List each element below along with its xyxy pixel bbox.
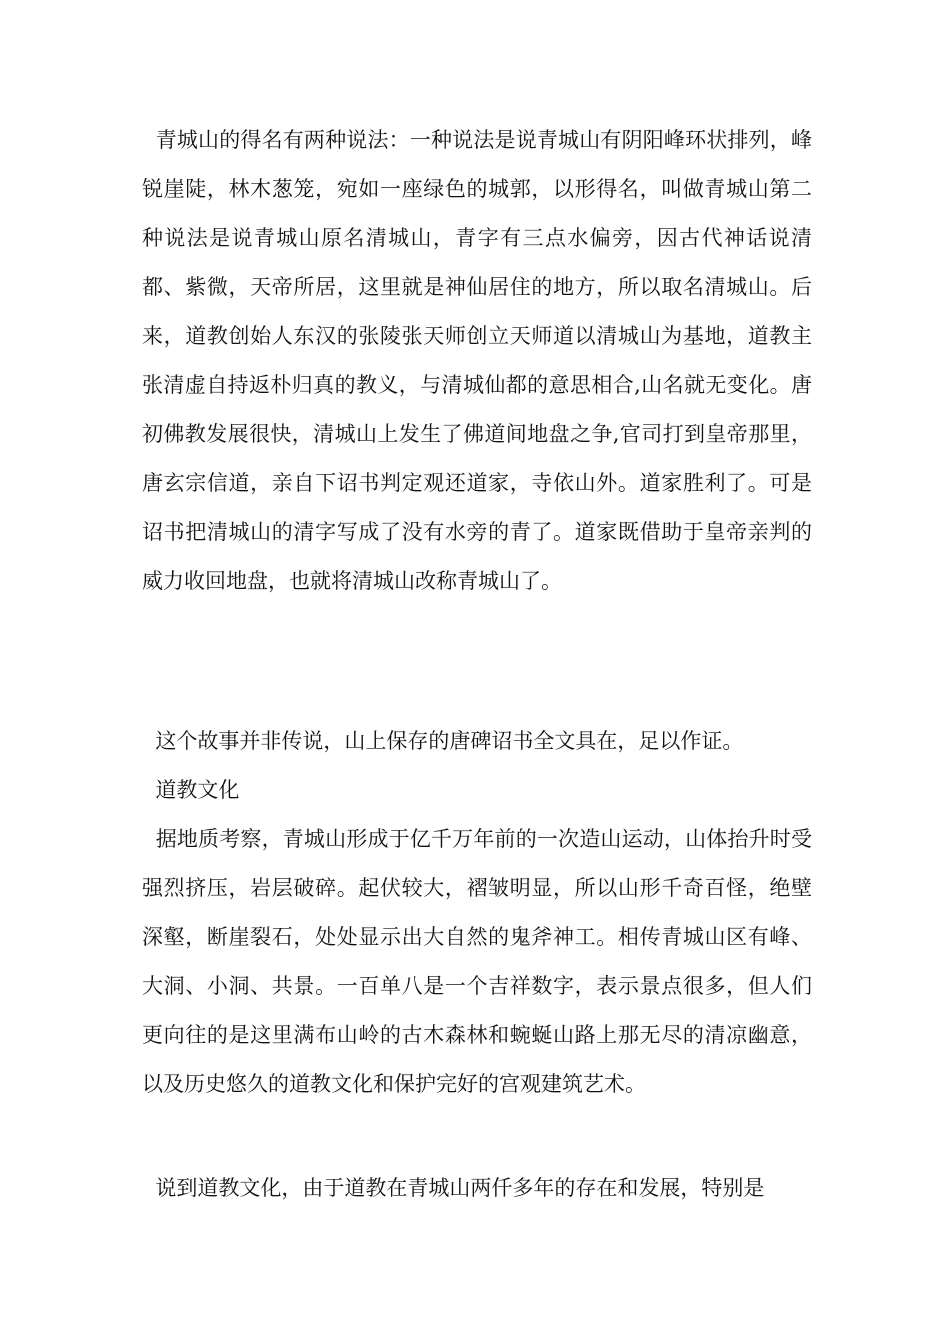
paragraph-tang-stele-evidence: 这个故事并非传说，山上保存的唐碑诏书全文具在，足以作证。 <box>142 729 744 753</box>
paragraph-mountain-name-origin: 青城山的得名有两种说法：一种说法是说青城山有阴阳峰环状排列，峰锐崖陡，林木葱笼，宛如一座绿色的城郭，以形得名，叫做青城山第二种说法是说青城山原名清城山，青字有三点水偏旁，因古代神话说清都、紫微，天帝所居，这里就是神仙居住的地方，所以取名清城山。后来，道教创始人东汉的张陵张天师创立天师道以清城山为基地，道教主张清虚自持返朴归真的教义，与清城仙都的意思相合,山名就无变化。唐初佛教发展很快，清城山上发生了佛道间地盘之争,官司打到皇帝那里，唐玄宗信道，亲自下诏书判定观还道家，寺依山外。道家胜利了。可是诏书把清城山的清字写成了没有水旁的青了。道家既借助于皇帝亲判的威力收回地盘，也就将清城山改称青城山了。 <box>142 128 812 593</box>
section-heading-taoist-culture: 道教文化 <box>142 778 240 802</box>
paragraph-geology-scenery: 据地质考察，青城山形成于亿千万年前的一次造山运动，山体抬升时受强烈挤压，岩层破碎。起伏较大，褶皱明显，所以山形千奇百怪，绝壁深壑，断崖裂石，处处显示出大自然的鬼斧神工。相传青城山区有峰、大洞、小洞、共景。一百单八是一个吉祥数字，表示景点很多，但人们更向往的是这里满布山岭的古木森林和蜿蜒山路上那无尽的清凉幽意，以及历史悠久的道教文化和保护完好的宫观建筑艺术。 <box>142 827 812 1096</box>
paragraph-taoist-culture-intro: 说到道教文化，由于道教在青城山两仟多年的存在和发展，特别是 <box>142 1176 765 1200</box>
